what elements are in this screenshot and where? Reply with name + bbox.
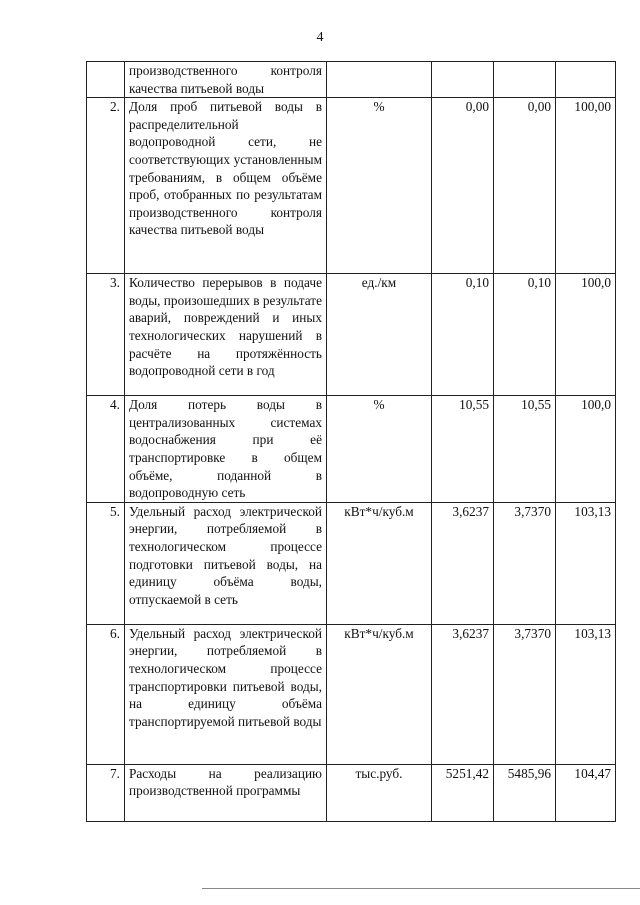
table-row [87, 274, 616, 396]
value-1: 3,6237 [432, 624, 494, 764]
value-1: 0,00 [432, 98, 494, 274]
unit: кВт*ч/куб.м [327, 502, 432, 624]
row-number: 3. [87, 274, 125, 396]
indicator-name: Удельный расход электрической энергии, потребляемой в технологическом процессе транспортировки питьевой воды, на единицу объёма транспортируемой питьевой воды [125, 624, 327, 764]
unit: тыс.руб. [327, 764, 432, 821]
indicator-name: Количество перерывов в подаче воды, произошедших в результате аварий, повреждений и иных технологических нарушений в расчёте на протяжённость водопроводной сети в год [125, 274, 327, 396]
row-number [87, 62, 125, 98]
value-1: 3,6237 [432, 502, 494, 624]
value-2: 0,10 [494, 274, 556, 396]
table-row [87, 624, 616, 764]
table-row [87, 98, 616, 274]
value-3 [556, 62, 616, 98]
unit: % [327, 98, 432, 274]
indicator-name: Расходы на реализацию производственной программы [125, 764, 327, 821]
value-3: 104,47 [556, 764, 616, 821]
unit: кВт*ч/куб.м [327, 624, 432, 764]
table-row [87, 396, 616, 503]
row-number: 5. [87, 502, 125, 624]
value-2: 5485,96 [494, 764, 556, 821]
value-1 [432, 62, 494, 98]
value-3: 100,0 [556, 396, 616, 503]
value-1: 5251,42 [432, 764, 494, 821]
row-number: 4. [87, 396, 125, 503]
value-3: 100,0 [556, 274, 616, 396]
indicator-name: Доля потерь воды в централизованных системах водоснабжения при её транспортировке в общем объёме, поданной в водопроводную сеть [125, 396, 327, 503]
value-2: 3,7370 [494, 624, 556, 764]
indicators-table [86, 61, 616, 822]
value-2: 3,7370 [494, 502, 556, 624]
footer-divider [202, 888, 640, 889]
indicator-name: производственного контроля качества питьевой воды [125, 62, 327, 98]
row-number: 6. [87, 624, 125, 764]
value-3: 100,00 [556, 98, 616, 274]
value-3: 103,13 [556, 502, 616, 624]
value-2 [494, 62, 556, 98]
unit: ед./км [327, 274, 432, 396]
value-2: 10,55 [494, 396, 556, 503]
indicator-name: Доля проб питьевой воды в распределительной водопроводной сети, не соответствующих установленным требованиям, в общем объёме проб, отобранных по результатам производственного контроля качества питьевой воды [125, 98, 327, 274]
unit: % [327, 396, 432, 503]
indicator-name: Удельный расход электрической энергии, потребляемой в технологическом процессе подготовки питьевой воды, на единицу объёма воды, отпускаемой в сеть [125, 502, 327, 624]
unit [327, 62, 432, 98]
table-row [87, 62, 616, 98]
row-number: 7. [87, 764, 125, 821]
value-2: 0,00 [494, 98, 556, 274]
value-3: 103,13 [556, 624, 616, 764]
row-number: 2. [87, 98, 125, 274]
page-number: 4 [316, 30, 324, 45]
table-row [87, 502, 616, 624]
value-1: 10,55 [432, 396, 494, 503]
table-row [87, 764, 616, 821]
value-1: 0,10 [432, 274, 494, 396]
